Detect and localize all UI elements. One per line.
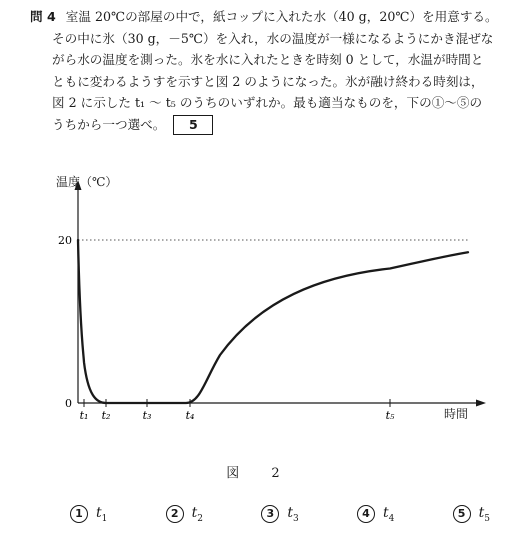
choice-3-mark: 3: [261, 505, 279, 523]
answer-choices: [70, 505, 490, 524]
question-text: [30, 6, 508, 135]
choice-4[interactable]: [357, 505, 394, 524]
y-axis-label: 温度（℃）: [56, 175, 118, 189]
x-tick-label-t5: t₅: [385, 409, 395, 422]
axes: [75, 180, 487, 407]
question-line-6: [30, 114, 508, 136]
question-line-6-text: うちから一つ選べ。: [52, 116, 166, 132]
choice-4-mark: 4: [357, 505, 375, 523]
choice-3-label: $t_3$: [287, 505, 299, 524]
choice-1[interactable]: [70, 505, 107, 524]
choice-2-label: $t_2$: [191, 505, 204, 524]
question-line-3: がら水の温度を測った。氷を水に入れたときを時刻 0 として，水温が時間と: [52, 52, 484, 67]
y-tick-label-0: 0: [65, 397, 72, 410]
question-line-4: ともに変わるようすを示すと図 2 のようになった。氷が融け終わる時刻は，: [52, 73, 484, 89]
question-line-5: 図 2 に示した t₁ ～ t₅ のうちのいずれか。最も適当なものを，下の①～⑤の: [52, 95, 483, 110]
question-line-2: その中に氷（30 g，－5℃）を入れ，水の温度が一様になるようにかき混ぜな: [52, 30, 494, 46]
figure-caption: 図 2: [226, 466, 294, 481]
y-tick-label-20: 20: [58, 234, 72, 247]
choice-1-label: $t_1$: [96, 505, 108, 524]
x-tick-label-t1: t₁: [79, 409, 89, 422]
question-number: 問 4: [30, 9, 56, 24]
question-line: [30, 6, 508, 28]
question-line-1: 室温 20℃の部屋の中で，紙コップに入れた水（40 g，20℃）を用意する。: [65, 9, 498, 24]
x-axis-arrow: [476, 400, 486, 407]
choice-3[interactable]: [261, 505, 298, 524]
temperature-graph: [0, 160, 520, 430]
choice-1-mark: 1: [70, 505, 88, 523]
x-axis-label: 時間: [444, 407, 469, 421]
choice-4-label: $t_4$: [382, 505, 395, 524]
choice-5[interactable]: [453, 505, 490, 524]
x-tick-label-t2: t₂: [101, 409, 111, 422]
temperature-curve: [78, 240, 468, 403]
choice-5-mark: 5: [453, 505, 471, 523]
y-ticks: [58, 234, 72, 410]
answer-box: 5: [173, 115, 213, 135]
x-tick-label-t4: t₄: [185, 409, 195, 422]
choice-2[interactable]: [166, 505, 203, 524]
x-tick-label-t3: t₃: [142, 409, 152, 422]
choice-5-label: $t_5$: [478, 505, 490, 524]
choice-2-mark: 2: [166, 505, 184, 523]
